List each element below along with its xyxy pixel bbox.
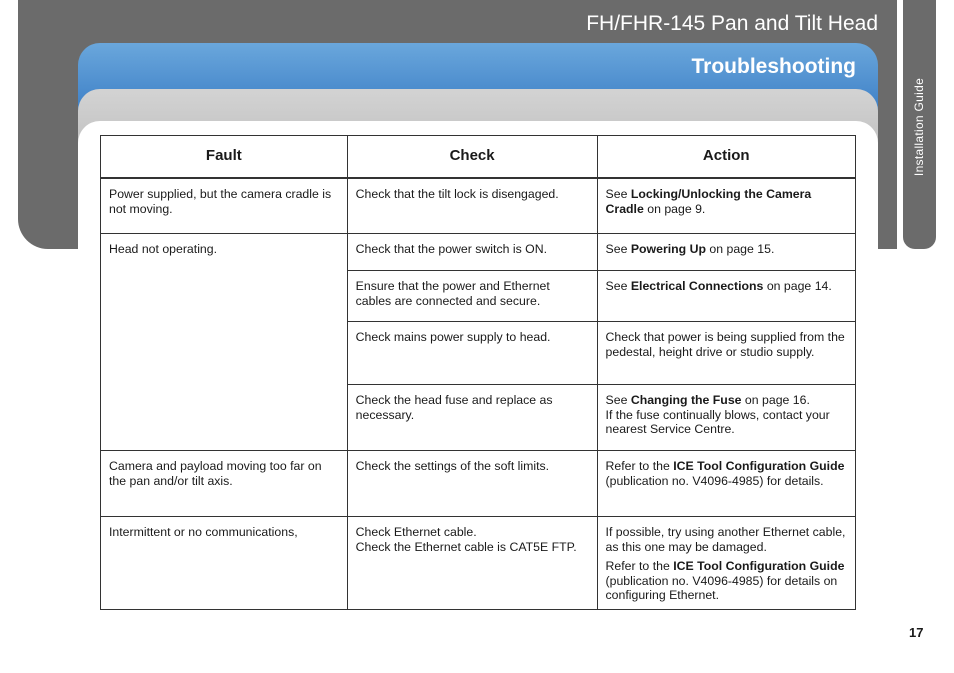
action-text: on page 16.	[741, 393, 810, 407]
action-text: If possible, try using another Ethernet cable, as this one may be damaged.	[605, 525, 846, 554]
action-cell	[597, 178, 855, 234]
page-number: 17	[909, 625, 924, 640]
action-text: on page 9.	[643, 201, 706, 216]
check-cell: Check that the power switch is ON.	[347, 234, 597, 271]
action-cell	[597, 517, 855, 610]
fault-cell: Camera and payload moving too far on the pan and/or tilt axis.	[101, 451, 348, 517]
action-text: See	[605, 187, 631, 201]
side-tab-label: Installation Guide	[912, 77, 927, 177]
action-text: on page 15.	[705, 242, 775, 256]
action-text: Refer to the	[605, 459, 674, 473]
action-reference: ICE Tool Configuration Guide	[673, 459, 845, 473]
action-text: (publication no. V4096-4985) for details.	[605, 473, 824, 488]
action-reference: Changing the Fuse	[630, 393, 742, 407]
troubleshooting-table	[100, 135, 856, 610]
action-text: Refer to the	[605, 559, 674, 574]
action-reference: Locking/Unlocking the Camera Cradle	[605, 187, 812, 216]
check-cell: Check that the tilt lock is disengaged.	[347, 178, 597, 234]
action-cell	[597, 451, 855, 517]
check-cell: Ensure that the power and Ethernet cables are connected and secure.	[347, 271, 597, 322]
action-cell	[597, 234, 855, 271]
action-text: See	[605, 242, 631, 256]
action-note: If the fuse continually blows, contact your nearest Service Centre.	[605, 407, 830, 437]
action-reference: Electrical Connections	[630, 279, 764, 293]
check-cell: Check mains power supply to head.	[347, 322, 597, 385]
table-row	[101, 451, 856, 517]
action-cell: Check that power is being supplied from the pedestal, height drive or studio supply.	[597, 322, 855, 385]
fault-cell: Intermittent or no communications,	[101, 517, 348, 610]
fault-cell: Head not operating.	[101, 234, 348, 451]
header-action: Action	[597, 136, 855, 179]
header-fault: Fault	[101, 136, 348, 179]
action-reference: Powering Up	[630, 242, 706, 256]
action-text: See	[605, 279, 631, 293]
section-title: Troubleshooting	[691, 55, 856, 78]
check-cell	[347, 517, 597, 610]
check-cell: Check the settings of the soft limits.	[347, 451, 597, 517]
side-tab-label-wrap	[903, 0, 936, 249]
check-cell: Check the head fuse and replace as necessary.	[347, 385, 597, 451]
check-line: Check Ethernet cable.	[355, 525, 477, 539]
action-cell	[597, 385, 855, 451]
table-header-row	[101, 136, 856, 179]
action-text: See	[605, 393, 631, 407]
document-title: FH/FHR-145 Pan and Tilt Head	[586, 12, 878, 35]
table-row	[101, 178, 856, 234]
table-row	[101, 517, 856, 610]
action-text: on page 14.	[763, 279, 832, 293]
action-cell	[597, 271, 855, 322]
table-row	[101, 234, 856, 271]
action-text: (publication no. V4096-4985) for details on configuring Ethernet.	[605, 573, 838, 603]
fault-cell: Power supplied, but the camera cradle is not moving.	[101, 178, 348, 234]
header-check: Check	[347, 136, 597, 179]
action-reference: ICE Tool Configuration Guide	[673, 559, 845, 574]
check-line: Check the Ethernet cable is CAT5E FTP.	[355, 539, 577, 554]
